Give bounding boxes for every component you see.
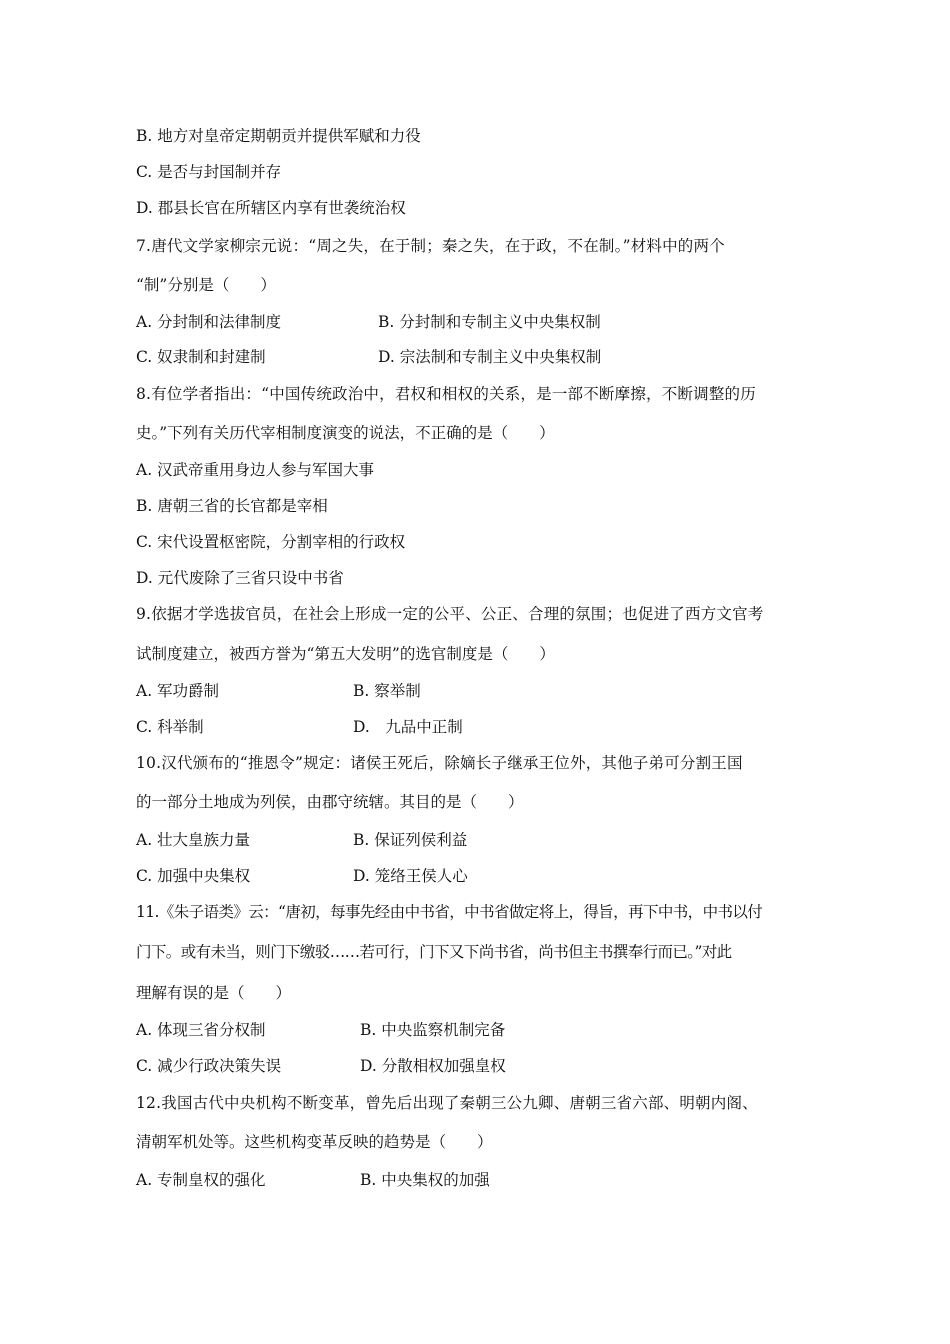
q7-stem-line1: 7.唐代文学家柳宗元说：“周之失，在于制；秦之失，在于政，不在制。”材料中的两个	[136, 237, 725, 255]
q6-option-d: D. 郡县长官在所辖区内享有世袭统治权	[136, 199, 406, 217]
q8-option-d: D. 元代废除了三省只设中书省	[136, 569, 344, 587]
q9-stem-line2: 试制度建立，被西方誉为“第五大发明”的选官制度是（ ）	[136, 645, 555, 663]
q11-stem-line2: 门下。或有未当，则门下缴驳……若可行，门下又下尚书省，尚书但主书撰奉行而已。”对此	[136, 943, 732, 961]
q9-option-c: C. 科举制	[136, 718, 204, 736]
q10-stem-line1: 10.汉代颁布的“推恩令”规定：诸侯王死后，除嫡长子继承王位外，其他子弟可分割王国	[136, 754, 743, 772]
q7-option-b: B. 分封制和专制主义中央集权制	[378, 313, 601, 331]
q7-stem-line2: “制”分别是（ ）	[136, 276, 276, 294]
q10-option-d: D. 笼络王侯人心	[353, 867, 468, 885]
q9-stem-line1: 9.依据才学选拔官员，在社会上形成一定的公平、公正、合理的氛围；也促进了西方文官考	[136, 605, 764, 623]
q6-option-b: B. 地方对皇帝定期朝贡并提供军赋和力役	[136, 127, 421, 145]
q6-option-c: C. 是否与封国制并存	[136, 163, 282, 181]
q8-option-a: A. 汉武帝重用身边人参与军国大事	[136, 461, 375, 479]
q11-option-b: B. 中央监察机制完备	[360, 1021, 506, 1039]
q12-option-a: A. 专制皇权的强化	[136, 1171, 266, 1189]
q9-option-a: A. 军功爵制	[136, 682, 220, 700]
q7-option-a: A. 分封制和法律制度	[136, 313, 282, 331]
q8-stem-line2: 史。”下列有关历代宰相制度演变的说法，不正确的是（ ）	[136, 424, 555, 442]
q11-stem-line3: 理解有误的是（ ）	[136, 984, 292, 1002]
q10-option-b: B. 保证列侯利益	[353, 831, 468, 849]
q8-option-b: B. 唐朝三省的长官都是宰相	[136, 497, 328, 515]
q11-option-d: D. 分散相权加强皇权	[360, 1057, 506, 1075]
q8-option-c: C. 宋代设置枢密院，分割宰相的行政权	[136, 533, 406, 551]
q12-option-b: B. 中央集权的加强	[360, 1171, 490, 1189]
q11-option-c: C. 减少行政决策失误	[136, 1057, 282, 1075]
q12-stem-line2: 清朝军机处等。这些机构变革反映的趋势是（ ）	[136, 1133, 493, 1151]
q11-option-a: A. 体现三省分权制	[136, 1021, 266, 1039]
q8-stem-line1: 8.有位学者指出：“中国传统政治中，君权和相权的关系，是一部不断摩擦，不断调整的历	[136, 385, 756, 403]
q9-option-b: B. 察举制	[353, 682, 421, 700]
q11-stem-line1: 11.《朱子语类》云：“唐初，每事先经由中书省，中书省做定将上，得旨，再下中书，中书以付	[136, 903, 763, 921]
q9-option-d: D. 九品中正制	[353, 718, 463, 736]
q7-option-d: D. 宗法制和专制主义中央集权制	[378, 348, 602, 366]
q12-stem-line1: 12.我国古代中央机构不断变革，曾先后出现了秦朝三公九卿、唐朝三省六部、明朝内阁、	[136, 1094, 758, 1112]
q7-option-c: C. 奴隶制和封建制	[136, 348, 266, 366]
q10-stem-line2: 的一部分土地成为列侯，由郡守统辖。其目的是（ ）	[136, 793, 524, 811]
q10-option-a: A. 壮大皇族力量	[136, 831, 251, 849]
q10-option-c: C. 加强中央集权	[136, 867, 251, 885]
